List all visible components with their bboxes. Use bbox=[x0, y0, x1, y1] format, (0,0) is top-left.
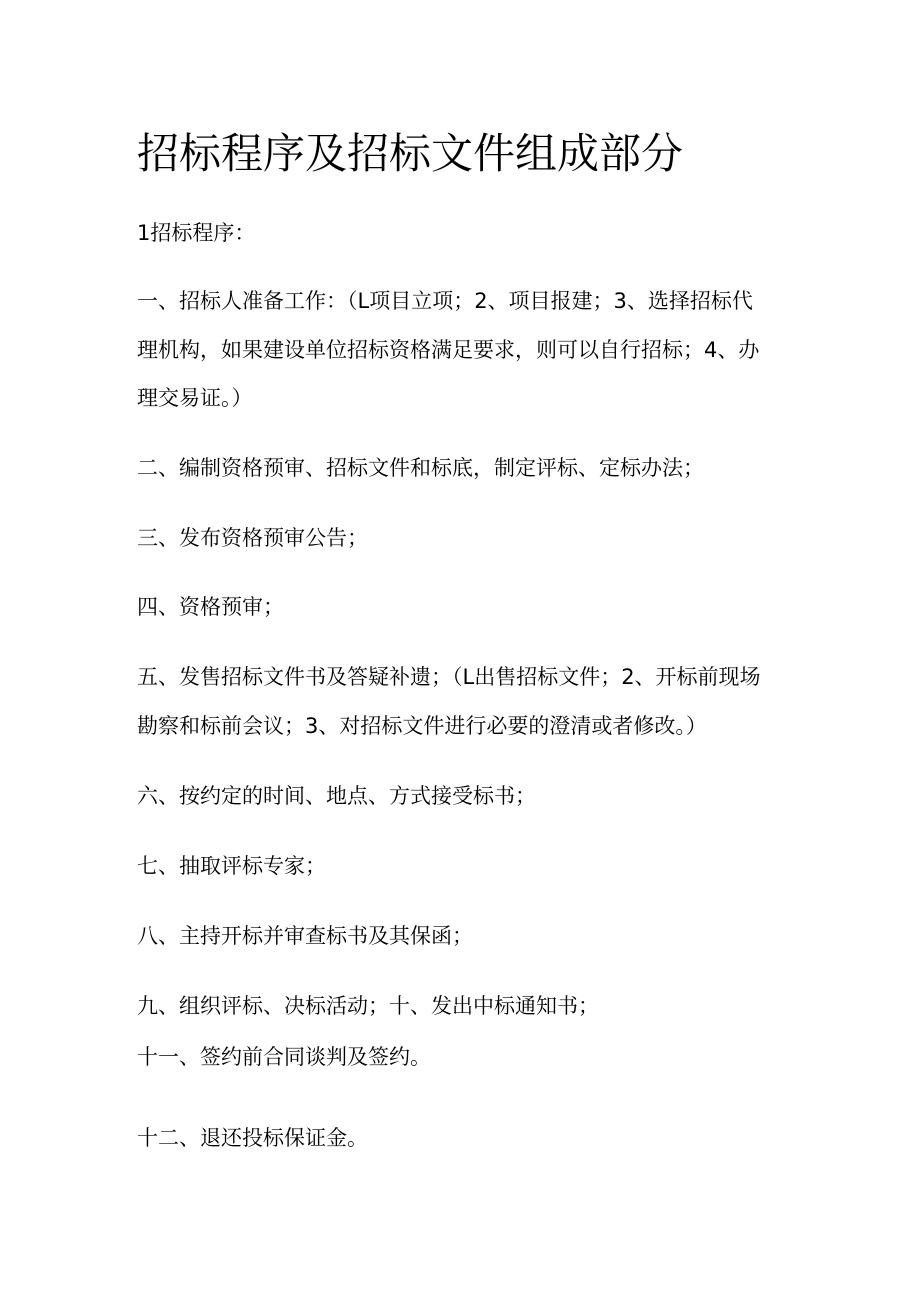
item-7-line-1: 七、抽取评标专家； bbox=[137, 854, 326, 878]
item-1-line-1: 一、招标人准备工作：（L项目立项；2、项目报建；3、选择招标代 bbox=[137, 289, 753, 313]
item-1-line-3: 理交易证。） bbox=[137, 386, 253, 410]
item-1-line-2: 理机构，如果建设单位招标资格满足要求，则可以自行招标；4、办 bbox=[137, 338, 760, 362]
item-10-line-1: 十一、签约前合同谈判及签约。 bbox=[137, 1045, 431, 1069]
page-title: 招标程序及招标文件组成部分 bbox=[137, 129, 684, 178]
item-5-line-1: 五、发售招标文件书及答疑补遗；（L出售招标文件；2、开标前现场 bbox=[137, 665, 761, 689]
item-9-line-1: 九、组织评标、决标活动；十、发出中标通知书； bbox=[137, 994, 599, 1018]
section-heading: 1招标程序： bbox=[137, 221, 256, 245]
item-11-line-1: 十二、退还投标保证金。 bbox=[137, 1126, 368, 1150]
item-4-line-1: 四、资格预审； bbox=[137, 595, 284, 619]
item-5-line-2: 勘察和标前会议；3、对招标文件进行必要的澄清或者修改。） bbox=[137, 714, 707, 738]
item-2-line-1: 二、编制资格预审、招标文件和标底，制定评标、定标办法； bbox=[137, 456, 704, 480]
item-8-line-1: 八、主持开标并审查标书及其保函； bbox=[137, 924, 473, 948]
item-6-line-1: 六、按约定的时间、地点、方式接受标书； bbox=[137, 784, 536, 808]
item-3-line-1: 三、发布资格预审公告； bbox=[137, 526, 368, 550]
